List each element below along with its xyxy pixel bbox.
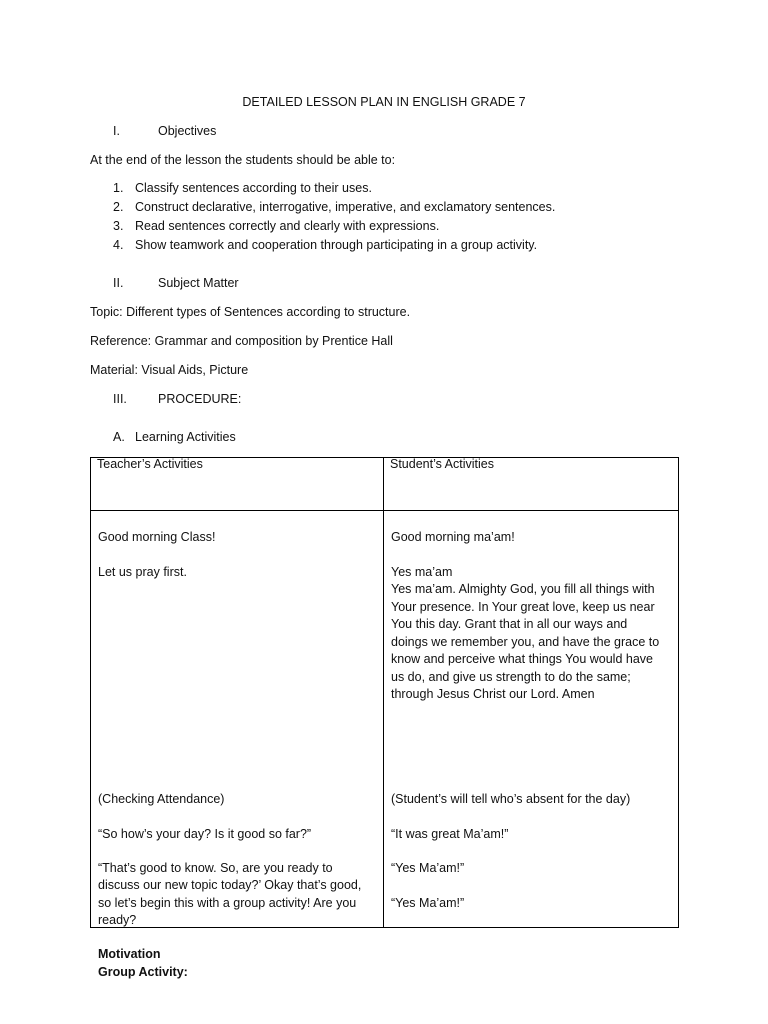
objective-number: 2.	[113, 200, 124, 214]
teacher-line: ready?	[98, 913, 137, 927]
learning-activities-heading	[113, 431, 236, 444]
objective-number: 1.	[113, 181, 124, 195]
objectives-numeral: I.	[113, 124, 120, 138]
student-line: (Student’s will tell who’s absent for the day)	[391, 792, 631, 806]
objective-number: 4.	[113, 238, 124, 252]
teacher-line: discuss our new topic today?’ Okay that’s good,	[98, 878, 362, 892]
teacher-line: Good morning Class!	[98, 530, 216, 544]
objective-text: Construct declarative, interrogative, imperative, and exclamatory sentences.	[135, 200, 556, 214]
student-line: “Yes Ma’am!”	[391, 896, 465, 910]
student-line: know and perceive what things You would have	[391, 652, 653, 666]
learning-activities-label: Learning Activities	[135, 430, 236, 444]
student-activities-header: Student’s Activities	[384, 458, 679, 511]
reference-line: Reference: Grammar and composition by Prentice Hall	[90, 334, 393, 348]
objective-text: Show teamwork and cooperation through participating in a group activity.	[135, 238, 538, 252]
student-line: You this day. Grant that in all our ways and	[391, 617, 628, 631]
motivation-heading: Motivation	[98, 947, 161, 961]
student-line: “It was great Ma’am!”	[391, 827, 509, 841]
procedure-heading: PROCEDURE:	[158, 392, 242, 406]
subject-matter-heading: Subject Matter	[158, 276, 239, 290]
objective-text: Classify sentences according to their uses.	[135, 181, 372, 195]
document-title: DETAILED LESSON PLAN IN ENGLISH GRADE 7	[242, 95, 526, 109]
objectives-intro: At the end of the lesson the students should be able to:	[90, 153, 396, 167]
objective-item	[113, 220, 439, 233]
student-line: us do, and give us strength to do the same;	[391, 670, 631, 684]
learning-activities-letter: A.	[113, 430, 125, 444]
learning-activities-table	[90, 457, 679, 979]
student-line: through Jesus Christ our Lord. Amen	[391, 687, 595, 701]
table-header-row	[91, 458, 679, 511]
student-line: Yes ma’am	[391, 565, 453, 579]
objective-item	[113, 239, 537, 252]
group-activity-heading: Group Activity:	[98, 965, 188, 979]
objective-text: Read sentences correctly and clearly with expressions.	[135, 219, 440, 233]
teacher-line: “So how’s your day? Is it good so far?”	[98, 827, 312, 841]
objective-item	[113, 182, 372, 195]
teacher-line: so let’s begin this with a group activity! Are you	[98, 896, 357, 910]
subject-matter-numeral: II.	[113, 276, 124, 290]
student-line: Your presence. In Your great love, keep us near	[391, 600, 655, 614]
student-line: “Yes Ma’am!”	[391, 861, 465, 875]
student-line: Yes ma’am. Almighty God, you fill all things with	[391, 582, 655, 596]
teacher-line: Let us pray first.	[98, 565, 187, 579]
objectives-heading: Objectives	[158, 124, 217, 138]
topic-line: Topic: Different types of Sentences according to structure.	[90, 305, 411, 319]
student-line: doings we remember you, and have the grace to	[391, 635, 660, 649]
student-activities-cell	[384, 511, 679, 928]
objective-item	[113, 201, 555, 214]
procedure-numeral: III.	[113, 392, 127, 406]
teacher-activities-header: Teacher’s Activities	[91, 458, 384, 511]
table-body-row	[91, 511, 679, 928]
teacher-line: “That’s good to know. So, are you ready to	[98, 861, 333, 875]
teacher-activities-cell	[91, 511, 384, 979]
teacher-line: (Checking Attendance)	[98, 792, 225, 806]
objective-number: 3.	[113, 219, 124, 233]
student-line: Good morning ma’am!	[391, 530, 515, 544]
material-line: Material: Visual Aids, Picture	[90, 363, 249, 377]
